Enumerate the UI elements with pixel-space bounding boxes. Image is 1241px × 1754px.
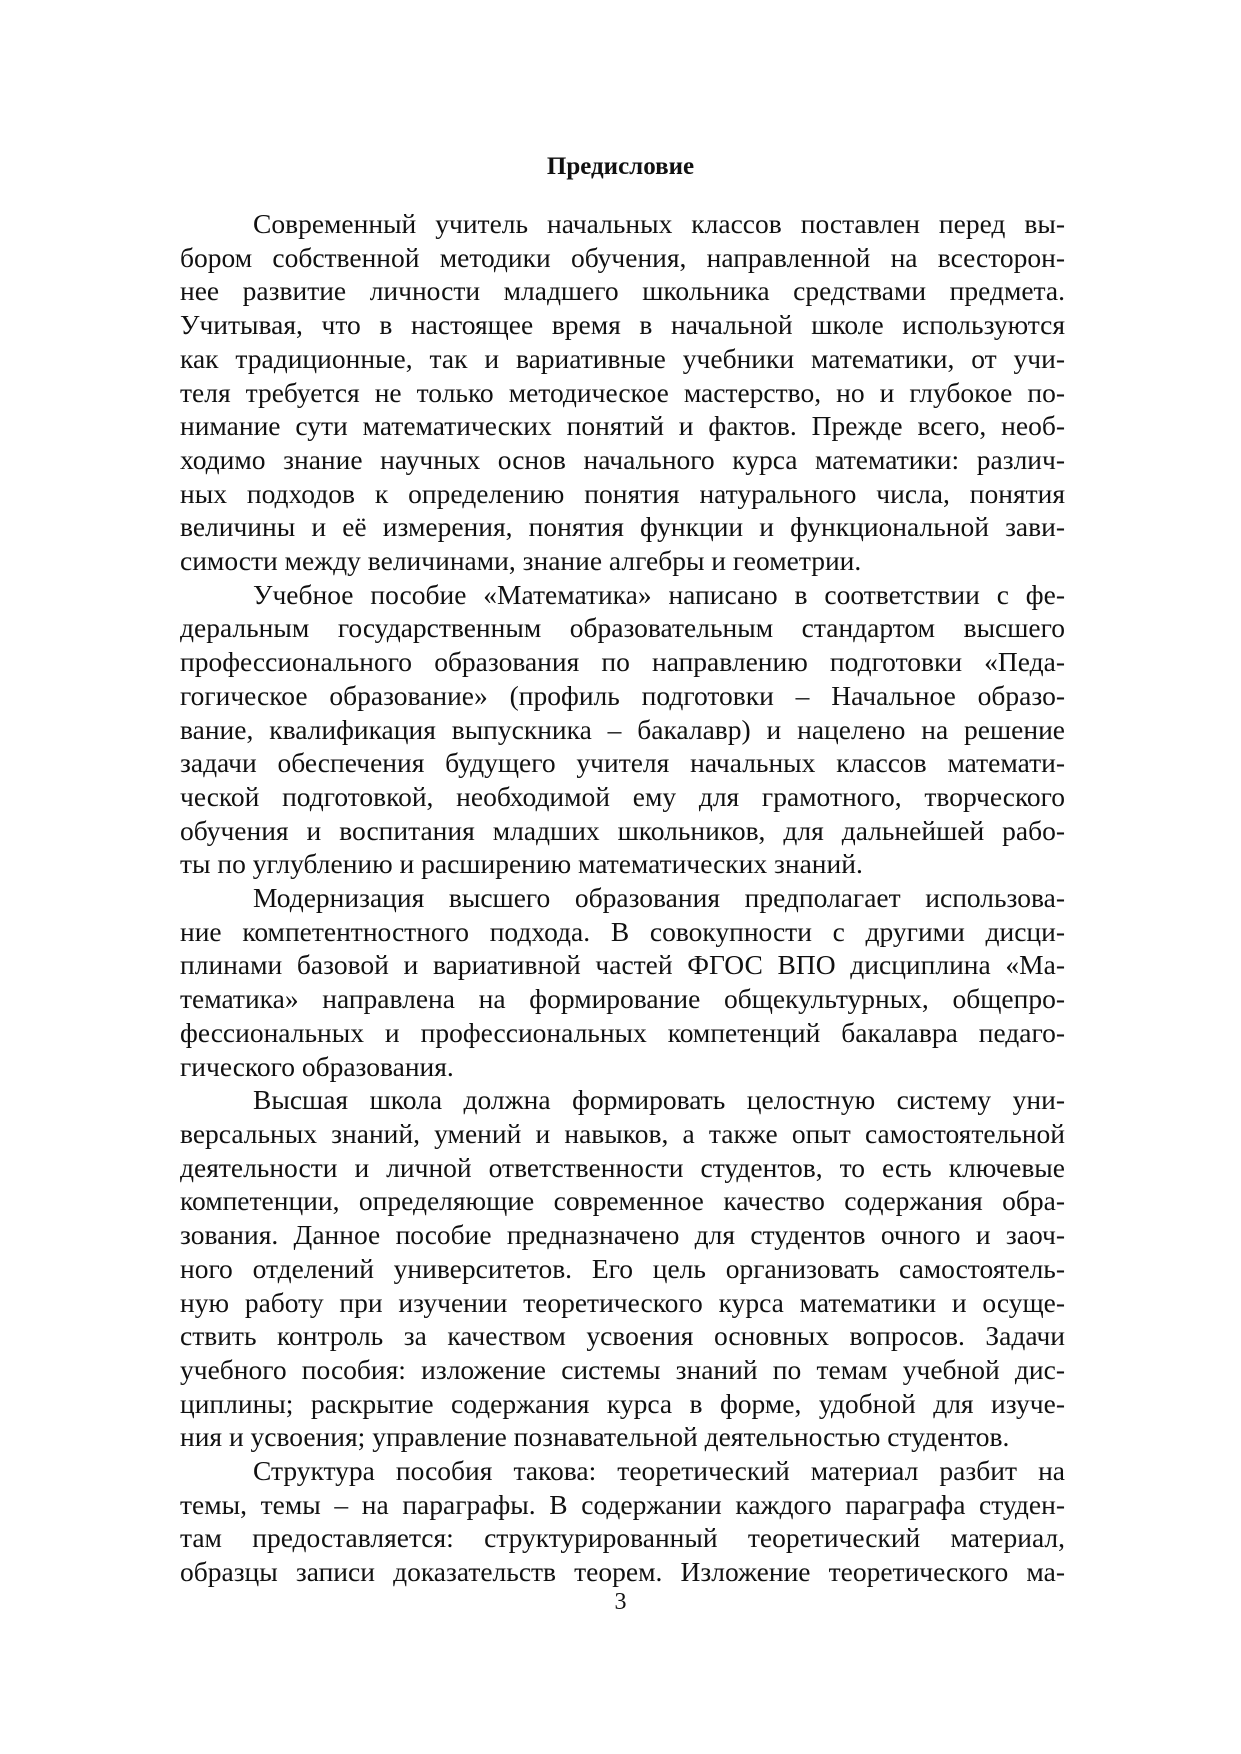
text-line: Учитывая, что в настоящее время в начальной школе используются xyxy=(180,309,1065,341)
text-line: зования. Данное пособие предназначено для студентов очного и заоч- xyxy=(180,1219,1065,1251)
text-line: образцы записи доказательств теорем. Изложение теоретического ма- xyxy=(180,1556,1065,1588)
text-line: нимание сути математических понятий и фактов. Прежде всего, необ- xyxy=(180,410,1065,442)
text-line: плинами базовой и вариативной частей ФГОС ВПО дисциплина «Ма- xyxy=(180,949,1065,981)
text-line: версальных знаний, умений и навыков, а также опыт самостоятельной xyxy=(180,1117,1065,1149)
text-line: обучения и воспитания младших школьников, для дальнейшей рабо- xyxy=(180,814,1065,846)
text-line: задачи обеспечения будущего учителя начальных классов математи- xyxy=(180,747,1065,779)
text-line: деятельности и личной ответственности студентов, то есть ключевые xyxy=(180,1151,1065,1183)
text-line: учебного пособия: изложение системы знаний по темам учебной дис- xyxy=(180,1353,1065,1385)
text-line: ного отделений университетов. Его цель организовать самостоятель- xyxy=(180,1252,1065,1284)
text-line: Современный учитель начальных классов поставлен перед вы- xyxy=(253,208,1065,239)
paragraph-3 xyxy=(180,881,1065,1083)
text-line: профессионального образования по направлению подготовки «Педа- xyxy=(180,646,1065,678)
paragraph-2 xyxy=(180,578,1065,881)
text-line: теля требуется не только методическое мастерство, но и глубокое по- xyxy=(180,376,1065,408)
text-line: бором собственной методики обучения, направленной на всесторон- xyxy=(180,241,1065,273)
text-line: компетенции, определяющие современное качество содержания обра- xyxy=(180,1185,1065,1217)
text-line: ствить контроль за качеством усвоения основных вопросов. Задачи xyxy=(180,1320,1065,1352)
text-line: Структура пособия такова: теоретический материал разбит на xyxy=(253,1455,1065,1487)
text-line: ных подходов к определению понятия натурального числа, понятия xyxy=(180,477,1065,509)
text-line: деральным государственным образовательным стандартом высшего xyxy=(180,612,1065,644)
text-line: вание, квалификация выпускника – бакалавр) и нацелено на решение xyxy=(180,713,1065,745)
text-line: ния и усвоения; управление познавательной деятельностью студентов. xyxy=(180,1421,1010,1453)
paragraph-4 xyxy=(180,1083,1065,1454)
text-line: величины и её измерения, понятия функции и функциональной зави- xyxy=(180,511,1065,543)
text-line: тематика» направлена на формирование общекультурных, общепро- xyxy=(180,983,1065,1015)
text-line: ние компетентностного подхода. В совокупности с другими дисци- xyxy=(180,915,1065,947)
paragraph-1 xyxy=(180,207,1065,578)
text-line: нее развитие личности младшего школьника средствами предмета. xyxy=(180,275,1065,307)
text-line: там предоставляется: структурированный теоретический материал, xyxy=(180,1522,1065,1554)
text-line: ную работу при изучении теоретического курса математики и осуще- xyxy=(180,1286,1065,1318)
text-line: Высшая школа должна формировать целостную систему уни- xyxy=(253,1084,1065,1116)
text-line: ходимо знание научных основ начального курса математики: различ- xyxy=(180,443,1065,475)
text-line: Модернизация высшего образования предполагает использова- xyxy=(253,882,1065,914)
body-text xyxy=(180,207,1065,1589)
text-line: циплины; раскрытие содержания курса в форме, удобной для изуче- xyxy=(180,1387,1065,1419)
text-line: ческой подготовкой, необходимой ему для грамотного, творческого xyxy=(180,780,1065,812)
text-line: симости между величинами, знание алгебры и геометрии. xyxy=(180,545,862,577)
paragraph-5 xyxy=(180,1454,1065,1589)
text-line: Учебное пособие «Математика» написано в соответствии с фе- xyxy=(253,578,1065,610)
text-line: гического образования. xyxy=(180,1050,454,1082)
text-line: ты по углублению и расширению математических знаний. xyxy=(180,848,863,880)
text-line: темы, темы – на параграфы. В содержании каждого параграфа студен- xyxy=(180,1488,1065,1520)
page-title: Предисловие xyxy=(546,153,695,180)
text-line: как традиционные, так и вариативные учебники математики, от учи- xyxy=(180,342,1065,374)
page-number: 3 xyxy=(614,1589,627,1615)
text-line: фессиональных и профессиональных компетенций бакалавра педаго- xyxy=(180,1016,1065,1048)
text-line: гогическое образование» (профиль подготовки – Начальное образо- xyxy=(180,679,1065,711)
